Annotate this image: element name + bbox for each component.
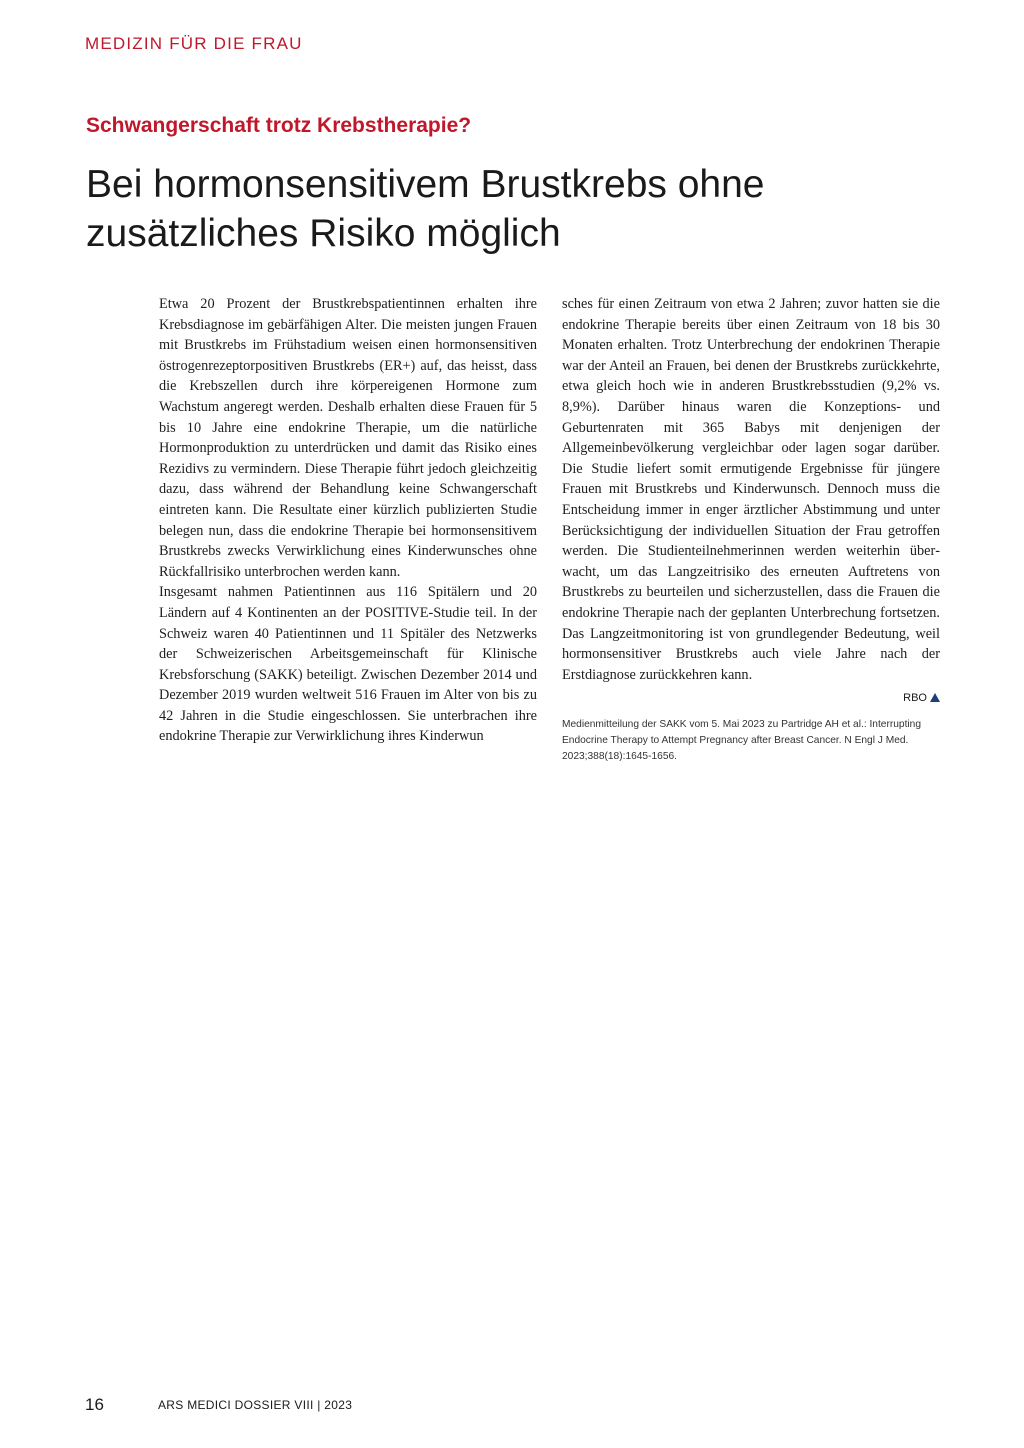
author-initials: RBO	[903, 692, 927, 705]
page-number: 16	[85, 1395, 104, 1414]
author-signature	[562, 691, 940, 705]
body-paragraph: Etwa 20 Prozent der Brustkrebspatientinnen erhalten ihre Krebsdiagnose im gebärfähigen Alter. Die meisten jungen Frauen mit Brustkrebs im Frühstadium weisen einen hormonsensitiven östrogenrezeptorpositiven Brustkrebs (ER+) auf, das heisst, dass die Krebszellen durch ihre körpereigenen Hormone zum Wachstum angeregt werden. Deshalb erhalten diese Frauen für 5 bis 10 Jahre eine endokrine Therapie, um die natürliche Hormonproduktion zu unterdrücken und damit das Risiko eines Rezidivs zu vermindern. Diese Therapie führt jedoch gleichzeitig dazu, dass während der Behandlung keine Schwangerschaft eintreten kann. Die Resultate einer kürzlich publizierten Studie belegen nun, dass die endokrine Therapie bei hormonsensitivem Brustkrebs zwecks Verwirklichung eines Kinderwunsches ohne Rückfallrisiko unterbrochen werden kann.	[159, 296, 537, 580]
source-reference: Medienmitteilung der SAKK vom 5. Mai 2023 zu Partridge AH et al.: Interrupting Endocrine Therapy to Attempt Pregnancy after Breast Cancer. N Engl J Med. 2023;388(18):1645-1656.	[562, 719, 922, 763]
body-paragraph: sches für einen Zeitraum von etwa 2 Jahren; zuvor hatten sie die endokrine Therapie bereits über einen Zeitraum von 18 bis 30 Monaten erhalten. Trotz Unterbrechung der endokrinen Therapie war der Anteil an Frauen, bei denen der Brustkrebs zurückkehrte, etwa gleich hoch wie in anderen Brustkrebsstudien (9,2% vs. 8,9%). Darüber hinaus waren die Konzeptions- und Geburtenraten mit 365 Babys mit denjenigen der Allgemeinbevölkerung vergleichbar oder lagen sogar darüber. Die Studie liefert somit ermutigende Ergebnisse für jüngere Frauen mit Brustkrebs und Kinderwunsch. Dennoch muss die Entscheidung immer in enger ärztlicher Abstimmung und unter Berücksichtigung der individuellen Situation der Frau getroffen werden. Die Studienteilnehmerinnen werden weiterhin überwacht, um das Langzeitrisiko des erneuten Auftretens von Brustkrebs zu beurteilen und sicherzustellen, dass die Frauen die endokrine Therapie nach der geplanten Unterbrechung fortsetzen. Das Langzeitmonitoring ist von grundlegender Bedeutung, weil hormonsensitiver Brustkrebs auch viele Jahre nach der Erstdiagnose zurückkehren kann.	[562, 296, 940, 683]
end-triangle-icon	[930, 693, 940, 702]
article-kicker: Schwangerschaft trotz Krebstherapie?	[86, 114, 472, 137]
text-column-left	[159, 294, 537, 747]
publication-footer: ARS MEDICI DOSSIER VIII | 2023	[158, 1398, 353, 1412]
headline-line-1: Bei hormonsensitivem Brustkrebs ohne	[86, 163, 765, 206]
body-paragraph: Insgesamt nahmen Patientinnen aus 116 Spitälern und 20 Ländern auf 4 Kontinenten an der POSITIVE-Studie teil. In der Schweiz waren 40 Patientinnen und 11 Spitäler des Netzwerks der Schweizerischen Arbeitsgemeinschaft für Klinische Krebsforschung (SAKK) beteiligt. Zwischen Dezember 2014 und Dezember 2019 wurden weltweit 516 Frauen im Alter von bis zu 42 Jahren in die Studie eingeschlossen. Sie unterbrachen ihre endokrine Therapie zur Verwirklichung ihres Kinderwun	[159, 584, 537, 745]
section-label: MEDIZIN FÜR DIE FRAU	[85, 34, 303, 53]
text-column-right	[562, 294, 940, 765]
article-headline	[86, 160, 946, 258]
headline-line-2: zusätzliches Risiko möglich	[86, 212, 561, 255]
